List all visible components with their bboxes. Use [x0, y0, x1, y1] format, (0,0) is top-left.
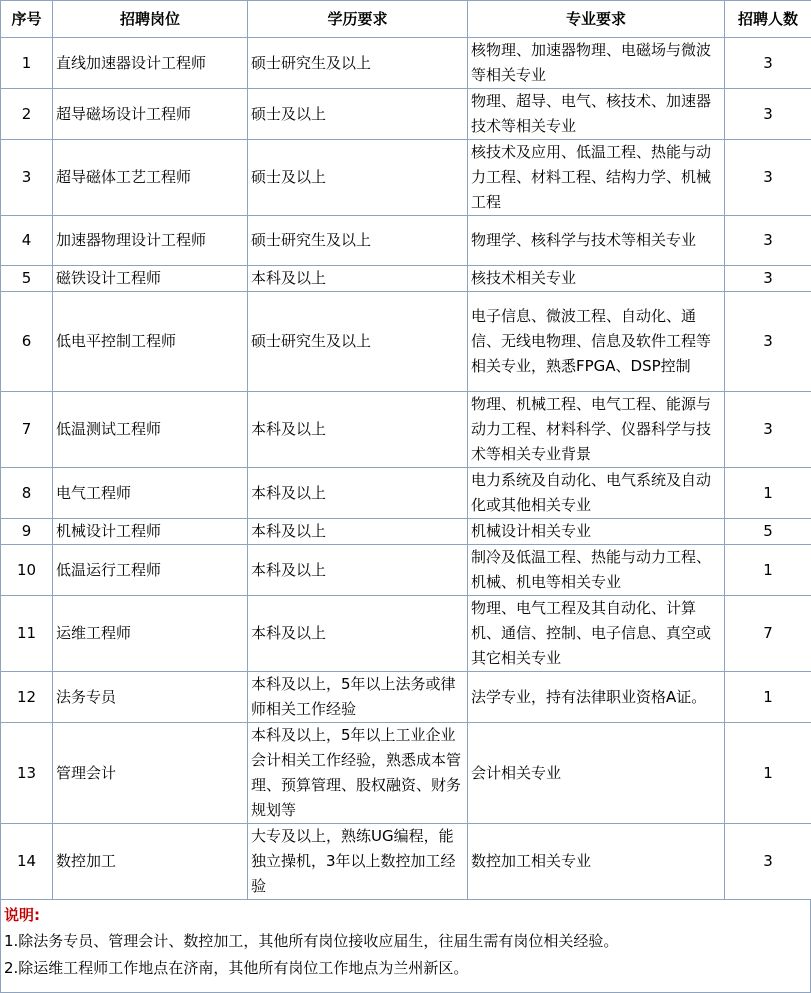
table-row: [1, 519, 811, 545]
row-count: 1: [725, 545, 811, 596]
notes-title: 说明:: [4, 902, 807, 928]
table-row: [1, 824, 811, 900]
row-position: 运维工程师: [53, 596, 248, 672]
row-position: 加速器物理设计工程师: [53, 216, 248, 266]
row-major: 数控加工相关专业: [468, 824, 725, 900]
row-major: 核技术相关专业: [468, 266, 725, 292]
row-education: 本科及以上: [248, 519, 468, 545]
row-position: 直线加速器设计工程师: [53, 38, 248, 89]
row-count: 3: [725, 392, 811, 468]
row-count: 1: [725, 672, 811, 723]
table-row: [1, 672, 811, 723]
row-major: 制冷及低温工程、热能与动力工程、机械、机电等相关专业: [468, 545, 725, 596]
header-count: 招聘人数: [725, 1, 811, 38]
header-major: 专业要求: [468, 1, 725, 38]
row-count: 7: [725, 596, 811, 672]
row-position: 超导磁体工艺工程师: [53, 140, 248, 216]
row-education: 硕士研究生及以上: [248, 292, 468, 392]
notes-section: [0, 900, 811, 993]
row-major: 物理、超导、电气、核技术、加速器技术等相关专业: [468, 89, 725, 140]
row-major: 核物理、加速器物理、电磁场与微波等相关专业: [468, 38, 725, 89]
row-count: 3: [725, 824, 811, 900]
table-row: [1, 89, 811, 140]
table-row: [1, 292, 811, 392]
row-major: 物理、机械工程、电气工程、能源与动力工程、材料科学、仪器科学与技术等相关专业背景: [468, 392, 725, 468]
row-major: 法学专业，持有法律职业资格A证。: [468, 672, 725, 723]
row-position: 低温运行工程师: [53, 545, 248, 596]
row-position: 低温测试工程师: [53, 392, 248, 468]
table-row: [1, 545, 811, 596]
header-num: 序号: [1, 1, 53, 38]
row-position: 超导磁场设计工程师: [53, 89, 248, 140]
row-education: 本科及以上: [248, 596, 468, 672]
row-count: 3: [725, 140, 811, 216]
row-major: 机械设计相关专业: [468, 519, 725, 545]
row-education: 大专及以上，熟练UG编程，能独立操机，3年以上数控加工经验: [248, 824, 468, 900]
row-num: 9: [1, 519, 53, 545]
table-row: [1, 392, 811, 468]
note-line-2: 2.除运维工程师工作地点在济南，其他所有岗位工作地点为兰州新区。: [4, 955, 807, 982]
row-count: 5: [725, 519, 811, 545]
row-education: 本科及以上: [248, 545, 468, 596]
row-major: 物理学、核科学与技术等相关专业: [468, 216, 725, 266]
row-education: 本科及以上: [248, 266, 468, 292]
row-education: 本科及以上，5年以上工业企业会计相关工作经验，熟悉成本管理、预算管理、股权融资、财务规划等: [248, 723, 468, 824]
row-major: 核技术及应用、低温工程、热能与动力工程、材料工程、结构力学、机械工程: [468, 140, 725, 216]
table-row: [1, 38, 811, 89]
row-count: 3: [725, 292, 811, 392]
row-education: 硕士研究生及以上: [248, 38, 468, 89]
row-num: 12: [1, 672, 53, 723]
row-major: 会计相关专业: [468, 723, 725, 824]
row-major: 电子信息、微波工程、自动化、通信、无线电物理、信息及软件工程等相关专业，熟悉FPGA、DSP控制: [468, 292, 725, 392]
row-education: 硕士及以上: [248, 140, 468, 216]
row-position: 管理会计: [53, 723, 248, 824]
header-position: 招聘岗位: [53, 1, 248, 38]
row-position: 磁铁设计工程师: [53, 266, 248, 292]
row-education: 本科及以上，5年以上法务或律师相关工作经验: [248, 672, 468, 723]
row-position: 机械设计工程师: [53, 519, 248, 545]
table-row: [1, 723, 811, 824]
row-education: 硕士研究生及以上: [248, 216, 468, 266]
row-major: 物理、电气工程及其自动化、计算机、通信、控制、电子信息、真空或其它相关专业: [468, 596, 725, 672]
row-num: 6: [1, 292, 53, 392]
row-num: 2: [1, 89, 53, 140]
table-row: [1, 266, 811, 292]
row-position: 电气工程师: [53, 468, 248, 519]
table-row: [1, 140, 811, 216]
row-num: 1: [1, 38, 53, 89]
row-num: 13: [1, 723, 53, 824]
row-num: 11: [1, 596, 53, 672]
row-count: 3: [725, 266, 811, 292]
row-num: 5: [1, 266, 53, 292]
row-num: 8: [1, 468, 53, 519]
row-count: 1: [725, 723, 811, 824]
row-count: 1: [725, 468, 811, 519]
row-position: 低电平控制工程师: [53, 292, 248, 392]
row-count: 3: [725, 89, 811, 140]
header-education: 学历要求: [248, 1, 468, 38]
row-num: 7: [1, 392, 53, 468]
row-position: 数控加工: [53, 824, 248, 900]
row-num: 14: [1, 824, 53, 900]
note-line-1: 1.除法务专员、管理会计、数控加工，其他所有岗位接收应届生，往届生需有岗位相关经验。: [4, 928, 807, 955]
row-num: 4: [1, 216, 53, 266]
row-education: 硕士及以上: [248, 89, 468, 140]
header-row: [1, 1, 811, 38]
row-major: 电力系统及自动化、电气系统及自动化或其他相关专业: [468, 468, 725, 519]
row-num: 3: [1, 140, 53, 216]
row-education: 本科及以上: [248, 392, 468, 468]
row-count: 3: [725, 216, 811, 266]
row-count: 3: [725, 38, 811, 89]
table-row: [1, 216, 811, 266]
table-row: [1, 596, 811, 672]
row-position: 法务专员: [53, 672, 248, 723]
row-num: 10: [1, 545, 53, 596]
table-row: [1, 468, 811, 519]
row-education: 本科及以上: [248, 468, 468, 519]
